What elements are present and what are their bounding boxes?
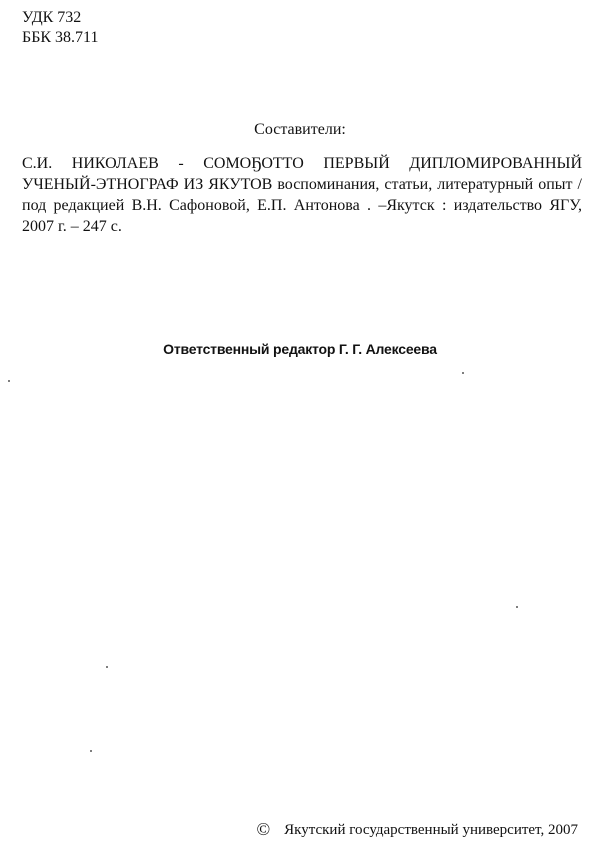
copyright-holder: Якутский государственный университет, 2007 bbox=[284, 822, 578, 838]
classification-codes bbox=[22, 8, 98, 48]
scan-speck bbox=[462, 372, 464, 374]
bbk-code: ББК 38.711 bbox=[22, 29, 99, 46]
copyright-line bbox=[256, 820, 578, 839]
scan-speck bbox=[8, 380, 10, 382]
responsible-editor: Ответственный редактор Г. Г. Алексеева bbox=[163, 341, 437, 357]
scan-speck bbox=[106, 666, 108, 668]
udk-code: УДК 732 bbox=[22, 9, 82, 26]
scan-speck bbox=[90, 750, 92, 752]
compilers-heading: Составители: bbox=[254, 121, 346, 138]
scan-speck bbox=[516, 606, 518, 608]
bibliographic-citation: С.И. НИКОЛАЕВ - СОМОҔОТТО ПЕРВЫЙ ДИПЛОМИРОВАННЫЙ УЧЕНЫЙ-ЭТНОГРАФ ИЗ ЯКУТОВ воспоминания, статьи, литературный опыт / под редакцией В.Н. Сафоновой, Е.П. Антонова . –Якутск : издательство ЯГУ, 2007 г. – 247 с. bbox=[22, 155, 582, 235]
copyright-symbol: © bbox=[256, 819, 271, 839]
